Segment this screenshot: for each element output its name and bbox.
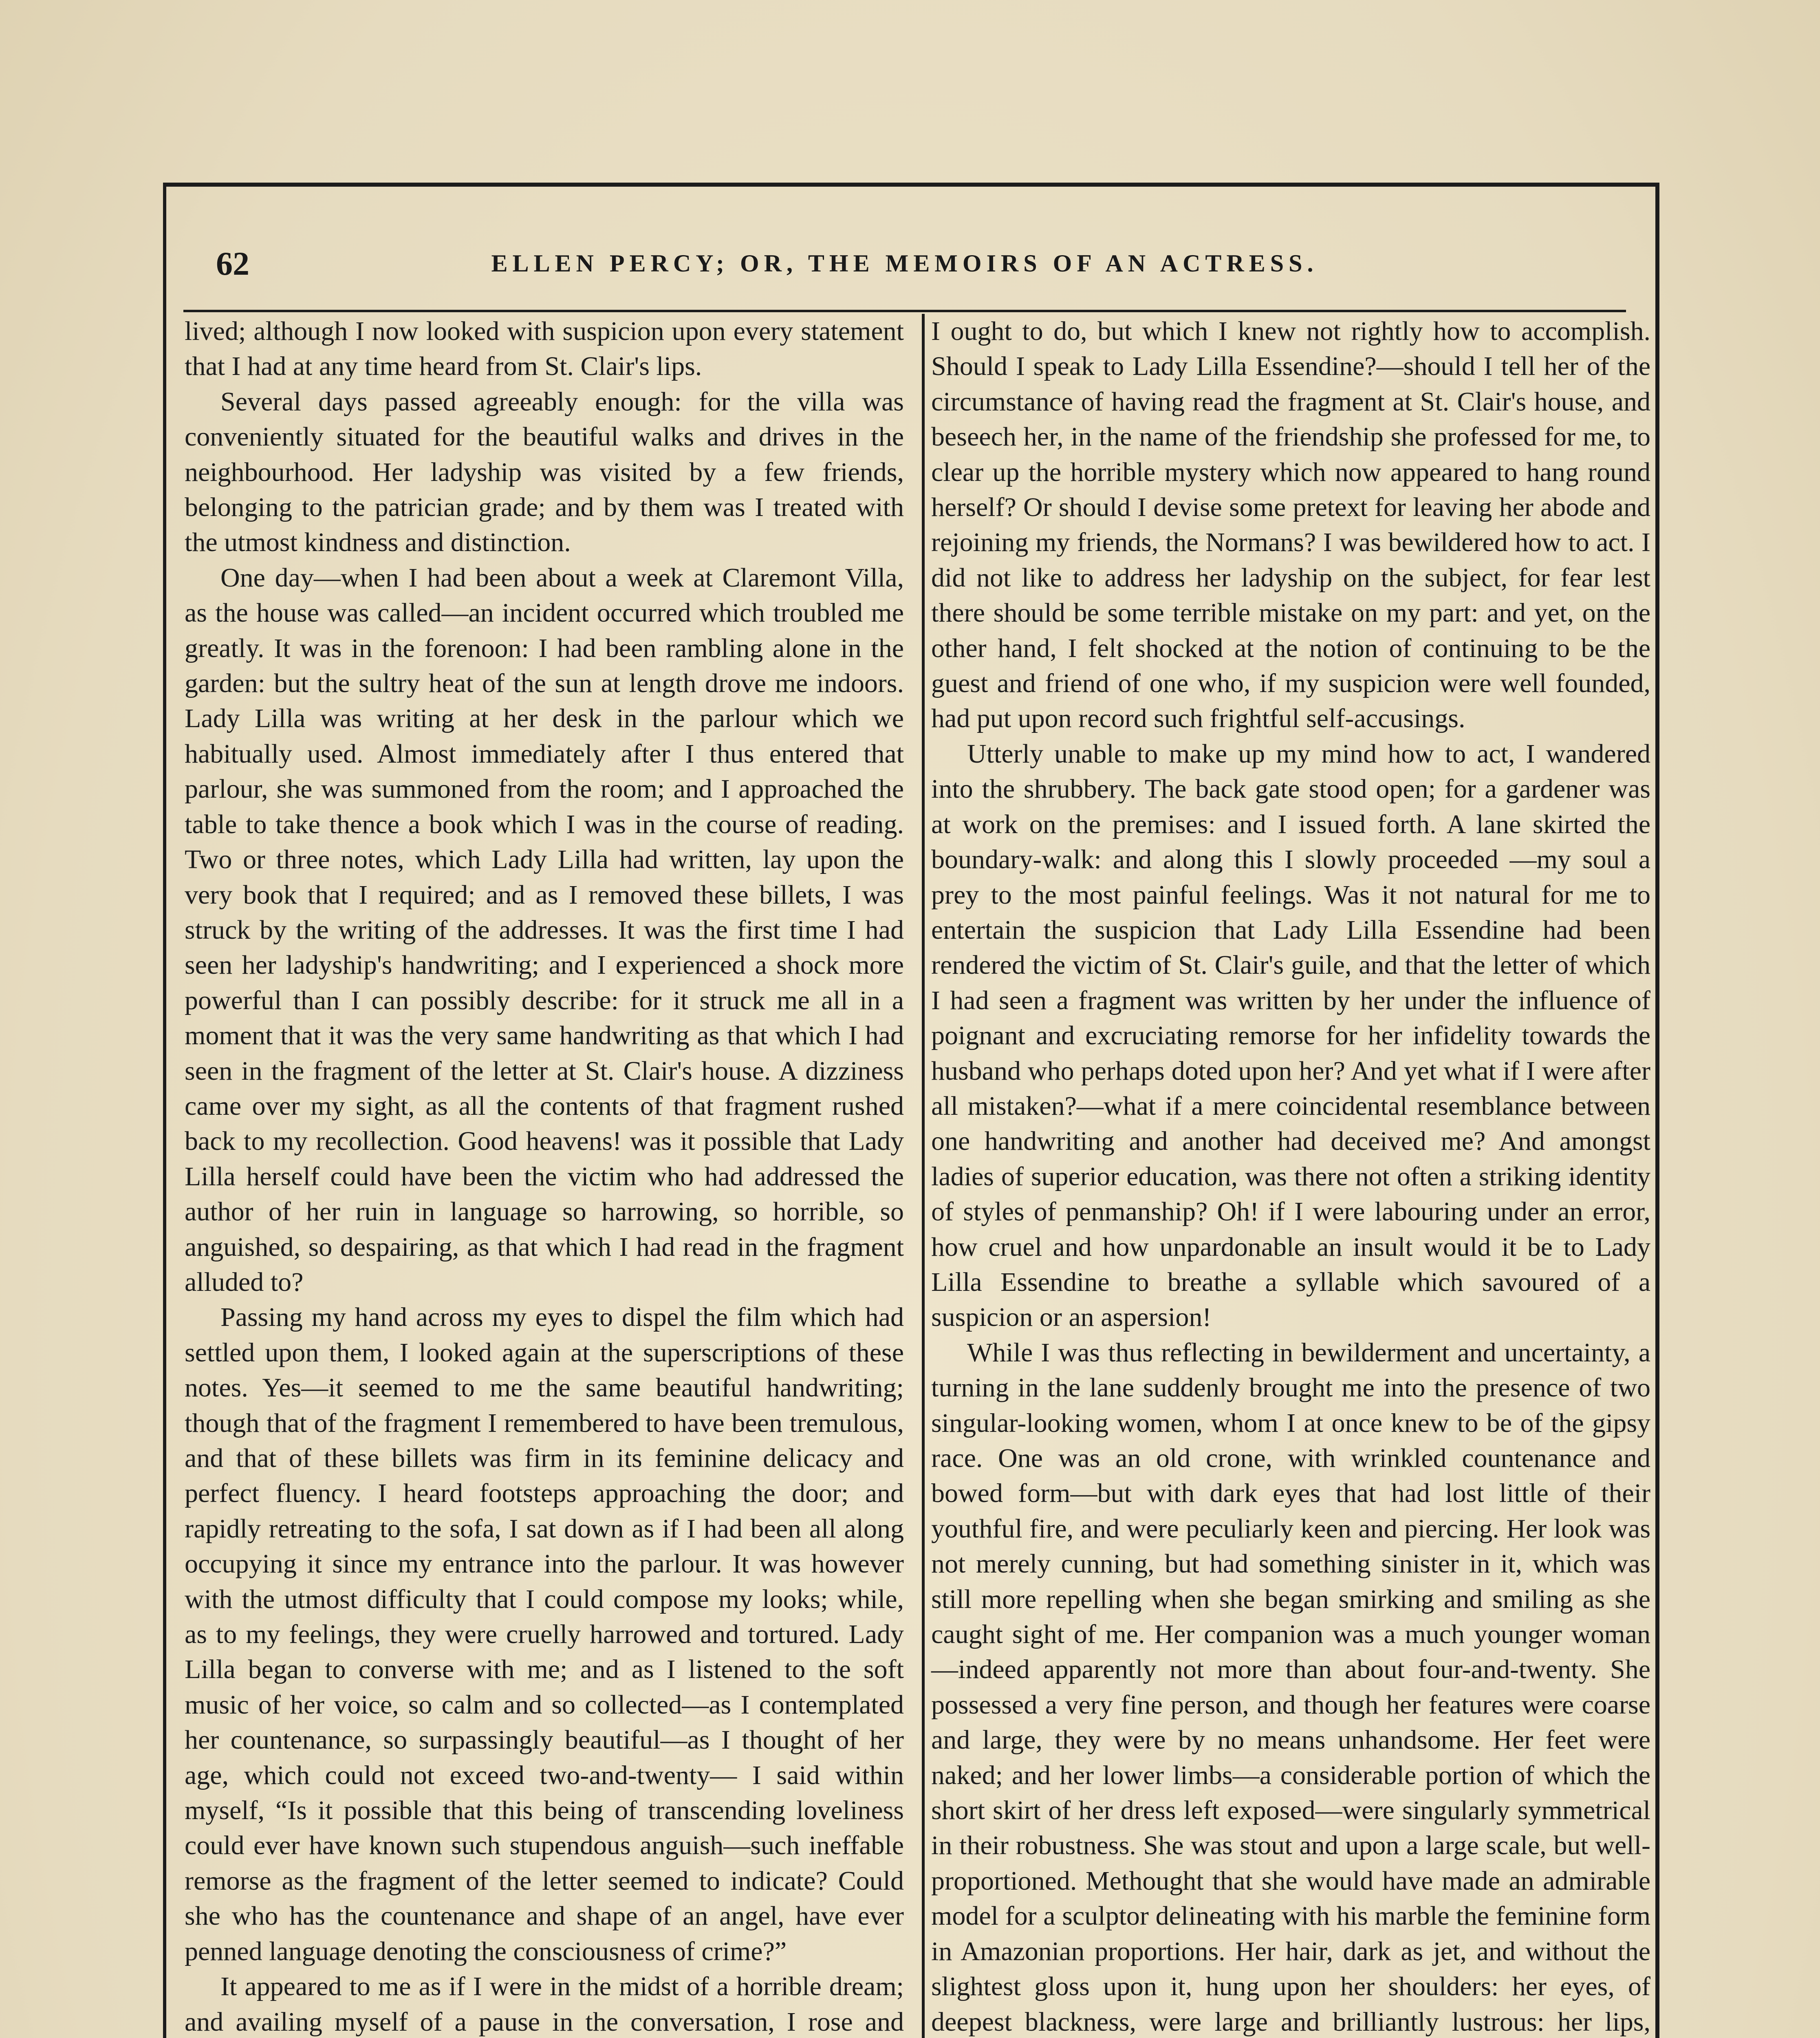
column-divider (922, 314, 925, 2038)
paragraph: lived; although I now looked with suspicion upon every statement that I had at any time heard from St. Clair's lips. (185, 316, 904, 382)
paragraph: It appeared to me as if I were in the midst of a horrible dream; and availing myself of a pause in the conversation, I rose and (185, 1972, 904, 2037)
running-head: ELLEN PERCY; OR, THE MEMOIRS OF AN ACTRESS. (491, 250, 1318, 277)
page-header (183, 228, 1626, 312)
paragraph: Utterly unable to make up my mind how to act, I wandered into the shrubbery. The back gate stood open; for a gardener was at work on the premises: and I issued forth. A lane skirted the boundary-walk: and along this I slowly proceeded —my soul a prey to the most painful feelings. Was it not natural for me to entertain the suspicion that Lady Lilla Essendine had been rendered the victim of St. Clair's guile, and that the letter of which I had seen a fragment was written by her under the influence of poignant and excruciating remorse for her infidelity towards the husband who perhaps doted upon her? And yet what if I were after all mistaken?—what if a mere coincidental resemblance between one handwriting and another had deceived me? And amongst ladies of superior education, was there not often a striking identity of styles of penmanship? Oh! if I were labouring under an error, how cruel and how unpardonable an insult would it be to Lady Lilla Essendine to breathe a syllable which savoured of a suspicion or an aspersion! (931, 739, 1650, 1332)
paragraph: Several days passed agreeably enough: for the villa was conveniently situated for the beautiful walks and drives in the neighbourhood. Her ladyship was visited by a few friends, belonging to the patrician grade; and by them was I treated with the utmost kindness and distinction. (185, 386, 904, 558)
paragraph: I ought to do, but which I knew not rightly how to accomplish. Should I speak to Lady Lilla Essendine?—should I tell her of the circumstance of having read the fragment at St. Clair's house, and beseech her, in the name of the friendship she professed for me, to clear up the horrible mystery which now appeared to hang round herself? Or should I devise some pretext for leaving her abode and rejoining my friends, the Normans? I was bewildered how to act. I did not like to address her ladyship on the subject, for fear lest there should be some terrible mistake on my part: and yet, on the other hand, I felt shocked at the notion of continuing to be the guest and friend of one who, if my suspicion were well founded, had put upon record such frightful self-accusings. (931, 316, 1650, 734)
right-column (931, 314, 1650, 2038)
paragraph: Passing my hand across my eyes to dispel the film which had settled upon them, I looked again at the superscriptions of these notes. Yes—it seemed to me the same beautiful handwriting; though that of the fragment I remembered to have been tremulous, and that of these billets was firm in its feminine delicacy and perfect fluency. I heard footsteps approaching the door; and rapidly retreating to the sofa, I sat down as if I had been all along occupying it since my entrance into the parlour. It was however with the utmost difficulty that I could compose my looks; while, as to my feelings, they were cruelly harrowed and tortured. Lady Lilla began to converse with me; and as I listened to the soft music of her voice, so calm and so collected—as I contemplated her countenance, so surpassingly beautiful—as I thought of her age, which could not exceed two-and-twenty— I said within myself, “Is it possible that this being of transcending loveliness could ever have known such stupendous anguish—such ineffable remorse as the fragment of the letter seemed to indicate? Could she who has the countenance and shape of an angel, have ever penned language denoting the consciousness of crime?” (185, 1302, 904, 1966)
left-column (185, 314, 904, 2038)
paragraph: One day—when I had been about a week at Claremont Villa, as the house was called—an incident occurred which troubled me greatly. It was in the forenoon: I had been rambling alone in the garden: but the sultry heat of the sun at length drove me indoors. Lady Lilla was writing at her desk in the parlour which we habitually used. Almost immediately after I thus entered that parlour, she was summoned from the room; and I approached the table to take thence a book which I was in the course of reading. Two or three notes, which Lady Lilla had written, lay upon the very book that I required; and as I removed these billets, I was struck by the writing of the addresses. It was the first time I had seen her ladyship's handwriting; and I experienced a shock more powerful than I can possibly describe: for it struck me all in a moment that it was the very same handwriting as that which I had seen in the fragment of the letter at St. Clair's house. A dizziness came over my sight, as all the contents of that fragment rushed back to my recollection. Good heavens! was it possible that Lady Lilla herself could have been the victim who had addressed the author of her ruin in language so harrowing, so horrible, so anguished, so despairing, as that which I had read in the fragment alluded to? (185, 562, 904, 1297)
paragraph: While I was thus reflecting in bewilderment and uncertainty, a turning in the lane suddenly brought me into the presence of two singular-looking women, whom I at once knew to be of the gipsy race. One was an old crone, with wrinkled countenance and bowed form—but with dark eyes that had lost little of their youthful fire, and were peculiarly keen and piercing. Her look was not merely cunning, but had something sinister in it, which was still more repelling when she began smirking and smiling as she caught sight of me. Her companion was a much younger woman—indeed apparently not more than about four-and-twenty. She possessed a very fine person, and though her features were coarse and large, they were by no means unhandsome. Her feet were naked; and her lower limbs—a considerable portion of which the short skirt of her dress left exposed—were singularly symmetrical in their robustness. She was stout and upon a large scale, but well-proportioned. Methought that she would have made an admirable model for a sculptor delineating with his marble the feminine form in Amazonian proportions. Her hair, dark as jet, and without the slightest gloss upon it, hung upon her shoulders: her eyes, of deepest blackness, were large and brilliantly lustrous: her lips, (931, 1337, 1650, 2037)
page-number: 62 (216, 245, 249, 282)
